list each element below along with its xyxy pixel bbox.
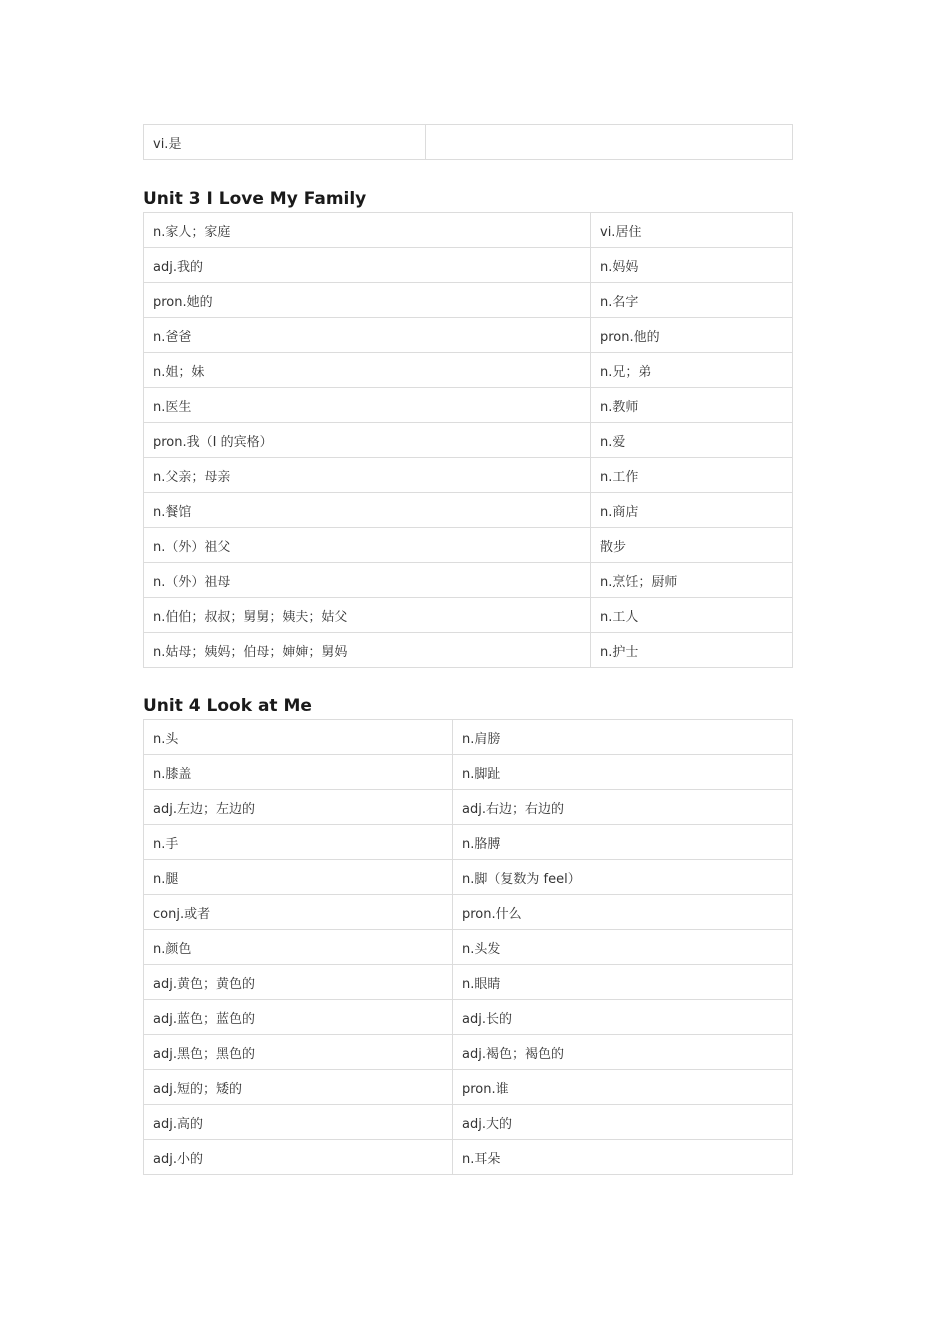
table-cell: n.商店	[591, 493, 793, 528]
unit4-heading: Unit 4 Look at Me	[143, 696, 312, 716]
table-row	[144, 825, 793, 860]
table-row	[144, 1070, 793, 1105]
vocab-table-unit4	[143, 719, 793, 1175]
table-cell: n.妈妈	[591, 248, 793, 283]
table-row	[144, 353, 793, 388]
table-cell: n.家人；家庭	[144, 213, 591, 248]
table-row	[144, 1035, 793, 1070]
table-cell: n.爸爸	[144, 318, 591, 353]
table-cell: n.眼睛	[453, 965, 793, 1000]
table-cell: adj.小的	[144, 1140, 453, 1175]
table-row	[144, 283, 793, 318]
table-cell: conj.或者	[144, 895, 453, 930]
table-cell: n.肩膀	[453, 720, 793, 755]
table-cell: n.胳膊	[453, 825, 793, 860]
vocab-table-top	[143, 124, 793, 160]
table-row	[144, 1105, 793, 1140]
table-cell: n.头发	[453, 930, 793, 965]
table-row	[144, 1000, 793, 1035]
table-row	[144, 248, 793, 283]
table-cell: pron.我（I 的宾格）	[144, 423, 591, 458]
table-cell: n.头	[144, 720, 453, 755]
table-cell: pron.什么	[453, 895, 793, 930]
table-cell: pron.谁	[453, 1070, 793, 1105]
table-row	[144, 1140, 793, 1175]
table-row	[144, 895, 793, 930]
table-cell: n.工作	[591, 458, 793, 493]
table-cell: adj.我的	[144, 248, 591, 283]
table-cell: n.（外）祖母	[144, 563, 591, 598]
table-cell: n.颜色	[144, 930, 453, 965]
table-row	[144, 493, 793, 528]
table-cell: n.爱	[591, 423, 793, 458]
table-cell: n.名字	[591, 283, 793, 318]
table-row	[144, 388, 793, 423]
table-row	[144, 720, 793, 755]
table-cell: adj.蓝色；蓝色的	[144, 1000, 453, 1035]
table-cell: n.餐馆	[144, 493, 591, 528]
table-cell: adj.黄色；黄色的	[144, 965, 453, 1000]
table-cell: n.医生	[144, 388, 591, 423]
table-cell: 散步	[591, 528, 793, 563]
table-cell: adj.长的	[453, 1000, 793, 1035]
table-row	[144, 563, 793, 598]
table-cell: n.膝盖	[144, 755, 453, 790]
table-cell: n.姐；妹	[144, 353, 591, 388]
table-cell: n.教师	[591, 388, 793, 423]
table-cell: adj.高的	[144, 1105, 453, 1140]
table-cell: adj.短的；矮的	[144, 1070, 453, 1105]
table-cell: adj.黑色；黑色的	[144, 1035, 453, 1070]
table-cell: adj.右边；右边的	[453, 790, 793, 825]
table-cell: n.伯伯；叔叔；舅舅；姨夫；姑父	[144, 598, 591, 633]
table-row	[144, 598, 793, 633]
table-cell: n.手	[144, 825, 453, 860]
table-cell: n.烹饪；厨师	[591, 563, 793, 598]
table-row	[144, 860, 793, 895]
table-cell: n.腿	[144, 860, 453, 895]
table-cell: n.兄；弟	[591, 353, 793, 388]
table-row	[144, 213, 793, 248]
table-cell: n.护士	[591, 633, 793, 668]
table-row	[144, 528, 793, 563]
table-cell: adj.左边；左边的	[144, 790, 453, 825]
table-cell: n.（外）祖父	[144, 528, 591, 563]
table-cell: vi.居住	[591, 213, 793, 248]
table-row	[144, 423, 793, 458]
table-row	[144, 930, 793, 965]
table-cell	[426, 125, 793, 160]
table-cell: vi.是	[144, 125, 426, 160]
table-row	[144, 965, 793, 1000]
unit3-heading: Unit 3 I Love My Family	[143, 189, 367, 209]
table-cell: pron.她的	[144, 283, 591, 318]
table-row	[144, 458, 793, 493]
table-cell: adj.褐色；褐色的	[453, 1035, 793, 1070]
table-row	[144, 318, 793, 353]
vocab-table-unit3	[143, 212, 793, 668]
table-row	[144, 790, 793, 825]
table-cell: n.耳朵	[453, 1140, 793, 1175]
table-cell: n.姑母；姨妈；伯母；婶婶；舅妈	[144, 633, 591, 668]
table-row	[144, 633, 793, 668]
table-row	[144, 755, 793, 790]
document-page	[143, 124, 792, 1175]
table-row	[144, 125, 793, 160]
table-cell: n.父亲；母亲	[144, 458, 591, 493]
table-cell: n.脚趾	[453, 755, 793, 790]
table-cell: n.工人	[591, 598, 793, 633]
table-cell: pron.他的	[591, 318, 793, 353]
table-cell: adj.大的	[453, 1105, 793, 1140]
table-cell: n.脚（复数为 feel）	[453, 860, 793, 895]
